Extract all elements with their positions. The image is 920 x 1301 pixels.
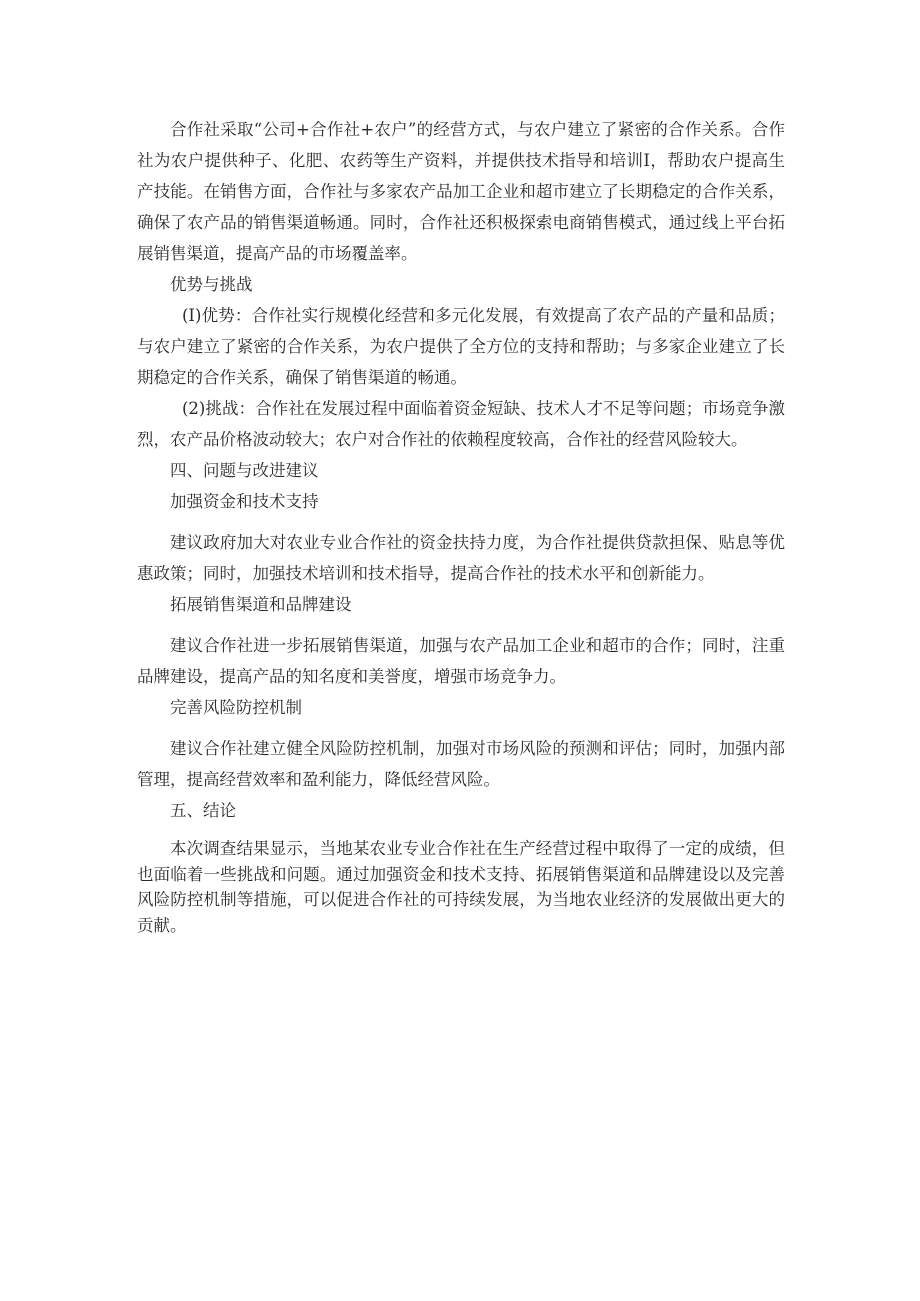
paragraph-risk-control: 建议合作社建立健全风险防控机制，加强对市场风险的预测和评估；同时，加强内部管理，提高经营效率和盈利能力，降低经营风险。 — [137, 739, 785, 789]
heading-funding-support: 加强资金和技术支持 — [170, 492, 319, 511]
heading-advantages-challenges: 优势与挑战 — [170, 275, 253, 294]
paragraph-conclusion: 本次调查结果显示，当地某农业专业合作社在生产经营过程中取得了一定的成绩，但也面临着一些挑战和问题。通过加强资金和技术支持、拓展销售渠道和品牌建设以及完善风险防控机制等措施，可以促进合作社的可持续发展，为当地农业经济的发展做出更大的贡献。 — [137, 839, 785, 935]
heading-sales-branding: 拓展销售渠道和品牌建设 — [170, 595, 352, 614]
paragraph-sales-branding: 建议合作社进一步拓展销售渠道，加强与农产品加工企业和超市的合作；同时，注重品牌建设，提高产品的知名度和美誉度，增强市场竞争力。 — [137, 636, 785, 686]
paragraph-operation-mode: 合作社采取“公司+合作社+农户”的经营方式，与农户建立了紧密的合作关系。合作社为农户提供种子、化肥、农药等生产资料，并提供技术指导和培训I，帮助农户提高生产技能。在销售方面，合作社与多家农产品加工企业和超市建立了长期稳定的合作关系，确保了农产品的销售渠道畅通。同时，合作社还积极探索电商销售模式，通过线上平台拓展销售渠道，提高产品的市场覆盖率。 — [137, 120, 785, 263]
list-item-advantages: (I)优势：合作社实行规模化经营和多元化发展，有效提高了农产品的产量和品质；与农户建立了紧密的合作关系，为农户提供了全方位的支持和帮助；与多家企业建立了长期稳定的合作关系，确保了销售渠道的畅通。 — [137, 306, 785, 387]
section-heading-conclusion: 五、结论 — [170, 801, 236, 820]
section-heading-problems: 四、问题与改进建议 — [170, 461, 319, 480]
paragraph-funding-support: 建议政府加大对农业专业合作社的资金扶持力度，为合作社提供贷款担保、贴息等优惠政策；同时，加强技术培训和技术指导，提高合作社的技术水平和创新能力。 — [137, 533, 785, 583]
heading-risk-control: 完善风险防控机制 — [170, 698, 302, 717]
document-page — [137, 114, 785, 938]
list-item-challenges: (2)挑战：合作社在发展过程中面临着资金短缺、技术人才不足等问题；市场竞争激烈，农产品价格波动较大；农户对合作社的依赖程度较高，合作社的经营风险较大。 — [137, 399, 785, 449]
